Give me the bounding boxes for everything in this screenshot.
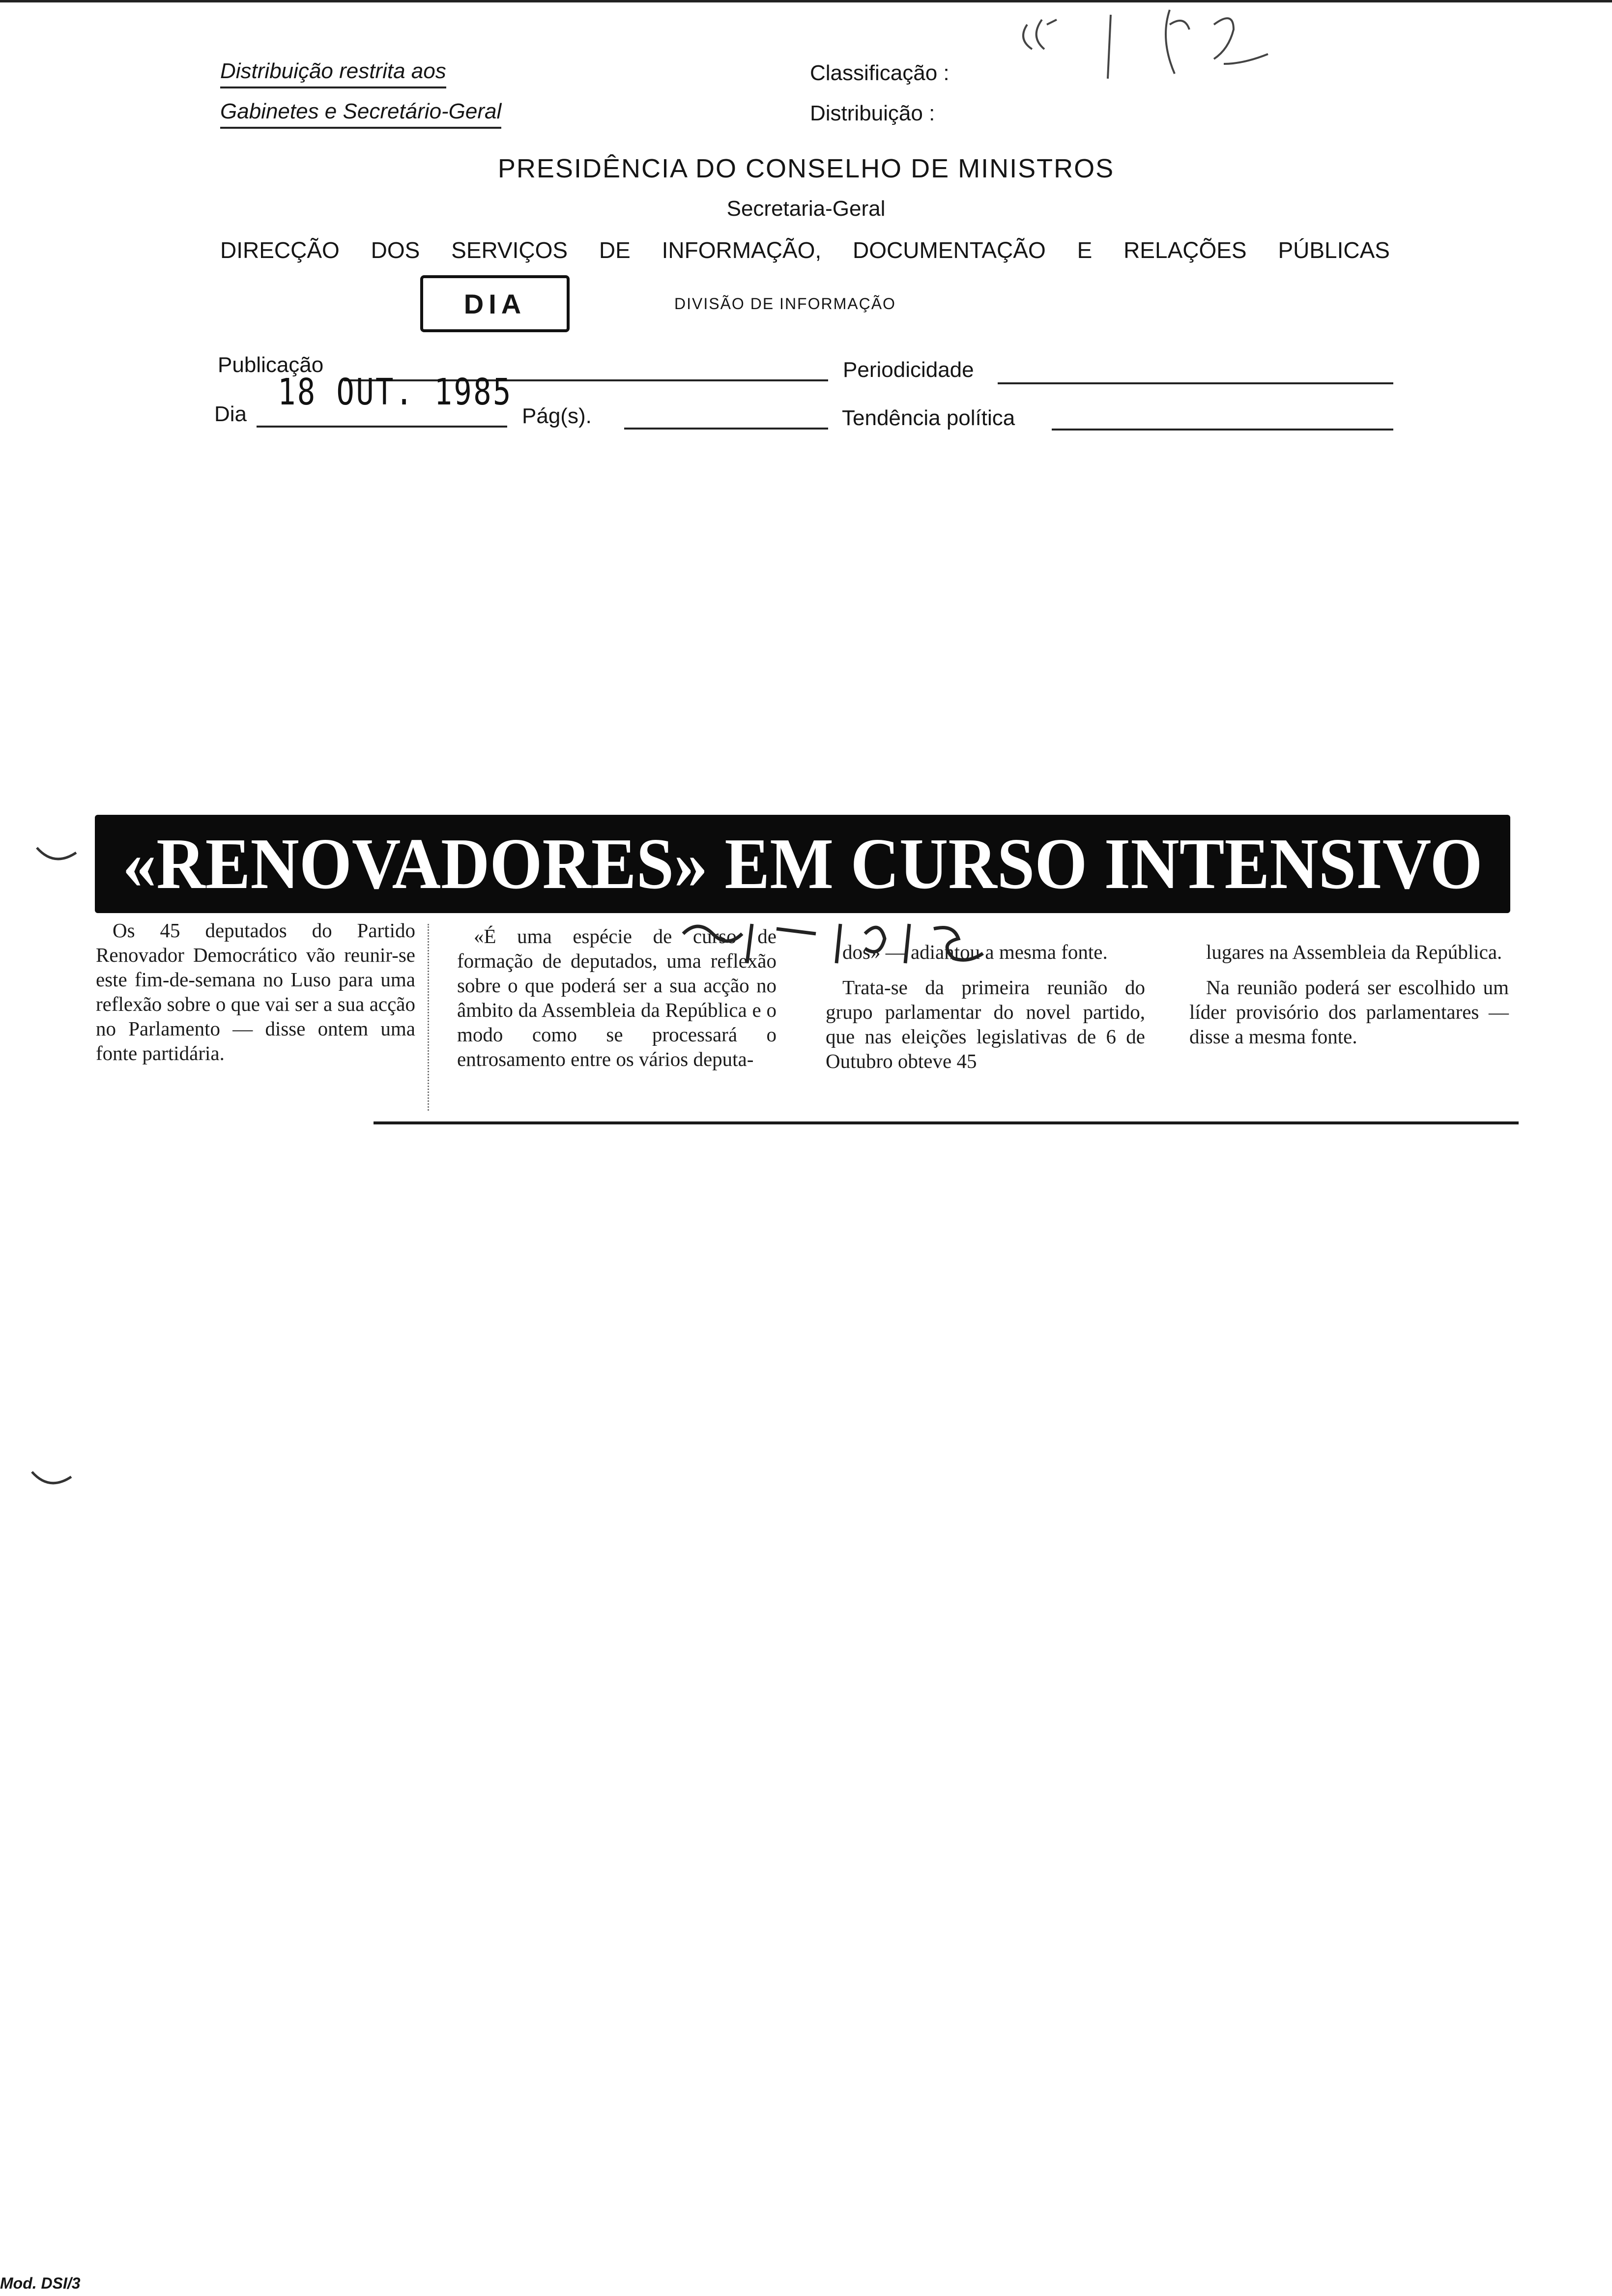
publicacao-label: Publicação (218, 353, 324, 377)
tendencia-rule (1052, 429, 1393, 430)
article-column-4 (1189, 940, 1509, 1049)
pags-label: Pág(s). (522, 404, 592, 428)
direccao-word: RELAÇÕES (1123, 237, 1247, 263)
paragraph: Na reunião poderá ser escolhido um líder provisório dos parlamentares — disse a mesma fonte. (1189, 976, 1509, 1048)
paragraph: Os 45 deputados do Partido Renovador Democrático vão reunir-se este fim-de-semana no Luso para uma reflexão sobre o que vai ser a sua acção no Parlamento — disse ontem uma fonte partidária. (96, 919, 415, 1064)
periodicidade-label: Periodicidade (843, 358, 974, 382)
form-code: Mod. DSI/3 (0, 2274, 81, 2292)
direccao-word: INFORMAÇÃO, (662, 237, 822, 263)
direccao-word: SERVIÇOS (451, 237, 568, 263)
classificacao-label: Classificação : (810, 61, 950, 85)
distribution-restricted-line: Distribuição restrita aos (220, 59, 446, 88)
column-separator (428, 924, 429, 1111)
direccao-word: E (1077, 237, 1093, 263)
tendencia-label: Tendência política (842, 406, 1015, 430)
date-stamp: 18 OUT. 1985 (278, 371, 513, 413)
direccao-line (220, 237, 1390, 263)
direccao-word: PÚBLICAS (1278, 237, 1390, 263)
paragraph: lugares na Assembleia da República. (1206, 941, 1502, 963)
organization-title: PRESIDÊNCIA DO CONSELHO DE MINISTROS (497, 154, 1115, 183)
distribuicao-label: Distribuição : (810, 101, 935, 125)
periodicidade-rule (998, 382, 1393, 384)
direccao-word: DE (599, 237, 631, 263)
top-edge-line (0, 0, 1612, 2)
hole-punch-mark (34, 845, 79, 870)
direccao-word: DIRECÇÃO (220, 237, 340, 263)
publication-stamp: DIA (420, 275, 570, 332)
dia-rule (257, 426, 507, 428)
handwritten-reference-mark (1008, 5, 1283, 88)
article-headline: «RENOVADORES» EM CURSO INTENSIVO (122, 824, 1483, 904)
direccao-word: DOS (371, 237, 420, 263)
dia-label: Dia (214, 402, 247, 426)
divisao-label: DIVISÃO DE INFORMAÇÃO (674, 295, 896, 313)
hole-punch-mark (29, 1469, 74, 1494)
paragraph: Trata-se da primeira reunião do grupo parlamentar do novel partido, que nas eleições legislativas de 6 de Outubro obteve 45 (826, 976, 1145, 1072)
distribution-recipients-line: Gabinetes e Secretário-Geral (220, 99, 501, 129)
paragraph: «É uma espécie de curso de formação de deputados, uma reflexão sobre o que poderá ser a sua acção no âmbito da Assembleia da República e o modo como se processará o entrosamento entre os vários deputa- (457, 925, 777, 1070)
article-column-1 (96, 918, 415, 1065)
secretaria-subtitle: Secretaria-Geral (726, 197, 886, 221)
article-bottom-rule (374, 1121, 1519, 1124)
paragraph: dos» — adiantou a mesma fonte. (842, 941, 1108, 963)
direccao-word: DOCUMENTAÇÃO (853, 237, 1046, 263)
pags-rule (624, 428, 828, 430)
handwritten-date-scrawl (678, 914, 1022, 973)
